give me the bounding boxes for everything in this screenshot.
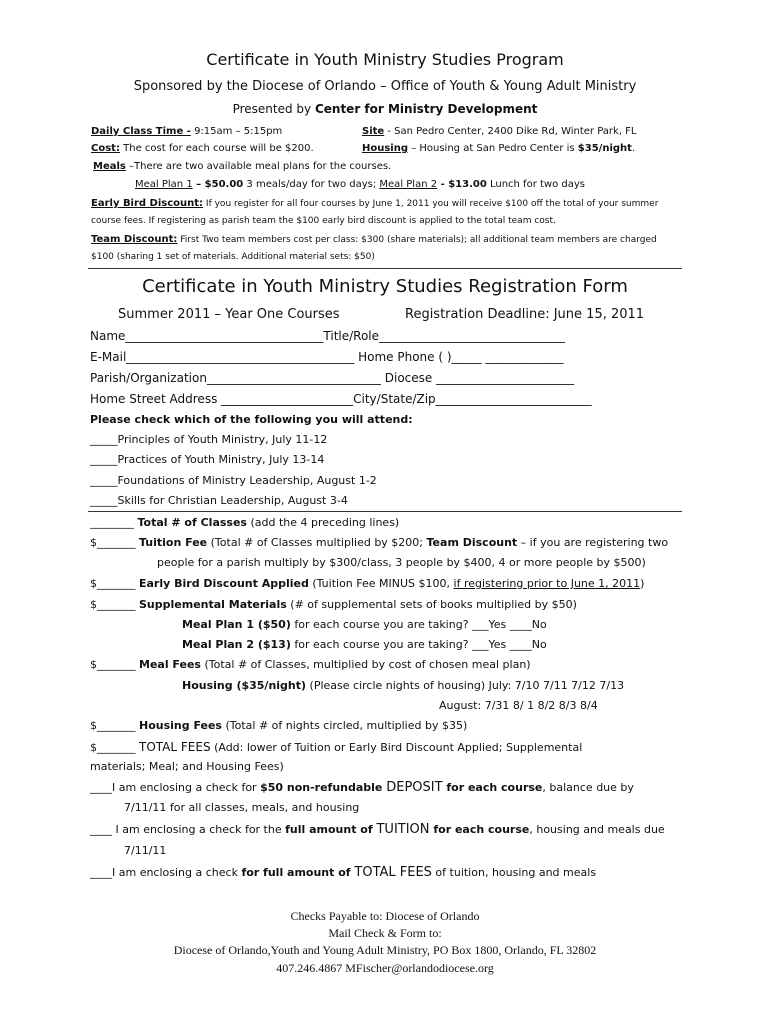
- full-post: of tuition, housing and meals: [431, 866, 597, 879]
- meals-label: Meals: [93, 161, 126, 172]
- presented-prefix: Presented by: [232, 102, 315, 116]
- course-item[interactable]: _____Foundations of Ministry Leadership, August 1-2: [90, 474, 377, 487]
- class-time-label: Daily Class Time -: [91, 126, 191, 137]
- housing-end: .: [631, 143, 636, 154]
- email-field[interactable]: E-Mail______________________________________ Home Phone ( )_____ _____________: [90, 350, 564, 364]
- early-bird: [91, 198, 658, 209]
- supp-label: Supplemental Materials: [139, 598, 287, 611]
- full-pre: ____I am enclosing a check: [90, 866, 242, 879]
- footer-address: Diocese of Orlando,Youth and Young Adult Ministry, PO Box 1800, Orlando, FL 32802: [173, 943, 597, 957]
- full-fees-option[interactable]: [90, 865, 596, 880]
- tuition-blank[interactable]: $_______: [90, 536, 136, 549]
- tuition-row: [90, 536, 668, 549]
- meal2-q: for each course you are taking? ___Yes ____No: [290, 638, 547, 651]
- housingfees-label: Housing Fees: [139, 719, 222, 732]
- site: [362, 126, 637, 137]
- name-field[interactable]: Name_________________________________Title/Role_______________________________: [90, 329, 566, 343]
- total-classes-label: Total # of Classes: [137, 516, 247, 529]
- housing-question[interactable]: [182, 679, 624, 692]
- deposit-post2: 7/11/11 for all classes, meals, and housing: [124, 801, 360, 814]
- total-blank[interactable]: $_______: [90, 741, 136, 754]
- early-bird-2: course fees. If registering as parish team the $100 early bird discount is applied to the total team cost.: [91, 216, 556, 226]
- course-item[interactable]: _____Principles of Youth Ministry, July 11-12: [90, 433, 328, 446]
- early-row: [90, 577, 644, 590]
- meal2-q-label: Meal Plan 2 ($13): [182, 638, 291, 651]
- mealfees-blank[interactable]: $_______: [90, 658, 136, 671]
- course-item[interactable]: _____Skills for Christian Leadership, August 3-4: [90, 494, 348, 507]
- housing-value: – Housing at San Pedro Center is: [408, 143, 578, 154]
- tuition-note3: people for a parish multiply by $300/class, 3 people by $400, 4 or more people by $500): [157, 556, 646, 569]
- site-value: - San Pedro Center, 2400 Dike Rd, Winter Park, FL: [384, 126, 637, 137]
- tuition-b2: for each course: [429, 823, 530, 836]
- parish-field[interactable]: Parish/Organization_____________________________ Diocese _______________________: [90, 371, 575, 385]
- sponsored-line: [0, 79, 770, 94]
- total-note: (Add: lower of Tuition or Early Bird Discount Applied; Supplemental: [210, 741, 583, 754]
- divider-top: [88, 268, 682, 269]
- footer-contact: 407.246.4867 MFischer@orlandodiocese.org: [276, 961, 494, 975]
- supplemental-row: [90, 598, 577, 611]
- meal1-q: for each course you are taking? ___Yes ____No: [290, 618, 547, 631]
- early-value: If you register for all four courses by June 1, 2011 you will receive $100 off the total of your summer: [203, 199, 659, 209]
- meals: [93, 161, 391, 172]
- housingfees-blank[interactable]: $_______: [90, 719, 136, 732]
- tuition-post2: 7/11/11: [124, 844, 167, 857]
- site-label: Site: [362, 126, 385, 137]
- supp-note: (# of supplemental sets of books multiplied by $50): [286, 598, 577, 611]
- class-time-value: 9:15am – 5:15pm: [190, 126, 283, 137]
- total-note2: materials; Meal; and Housing Fees): [90, 760, 284, 773]
- early-note: (Tuition Fee MINUS $100,: [308, 577, 454, 590]
- form-title: Certificate in Youth Ministry Studies Registration Form: [142, 276, 628, 297]
- deposit-pre: ____I am enclosing a check for: [90, 781, 261, 794]
- tuition-big: TUITION: [376, 822, 430, 837]
- housing-q-label: Housing ($35/night): [182, 679, 307, 692]
- tuition-post: , housing and meals due: [529, 823, 665, 836]
- housing-q: (Please circle nights of housing) July: 7/10 7/11 7/12 7/13: [306, 679, 625, 692]
- tuition-note: (Total # of Classes multiplied by $200;: [207, 536, 427, 549]
- mealfees-label: Meal Fees: [139, 658, 201, 671]
- total-label: TOTAL FEES: [139, 740, 211, 754]
- tuition-b1: full amount of: [285, 823, 377, 836]
- meal1-price: – $50.00: [192, 179, 244, 190]
- mealfees-note: (Total # of Classes, multiplied by cost of chosen meal plan): [200, 658, 531, 671]
- total-classes-row: [90, 516, 399, 529]
- cost-value: The cost for each course will be $200.: [119, 143, 314, 154]
- team-discount-label: Team Discount: [426, 536, 518, 549]
- meals-value: –There are two available meal plans for the courses.: [125, 161, 392, 172]
- early-applied-label: Early Bird Discount Applied: [139, 577, 309, 590]
- check-heading: Please check which of the following you will attend:: [90, 413, 413, 426]
- full-b1: for full amount of: [241, 866, 355, 879]
- total-classes-blank[interactable]: ________: [90, 516, 134, 529]
- sponsored-org: Diocese of Orlando – Office of Youth & Young Adult Ministry: [252, 79, 637, 94]
- early-note-end: ): [640, 577, 645, 590]
- deposit-big: DEPOSIT: [386, 780, 443, 795]
- cost-label: Cost:: [91, 143, 120, 154]
- meal1-q-label: Meal Plan 1 ($50): [182, 618, 291, 631]
- tuition-option[interactable]: [90, 822, 665, 837]
- meal-plans: [135, 179, 585, 190]
- housing: [362, 143, 635, 154]
- program-title: Certificate in Youth Ministry Studies Program: [206, 50, 564, 69]
- summer-courses: Summer 2011 – Year One Courses: [118, 307, 340, 322]
- team-label: Team Discount:: [91, 234, 178, 245]
- meal2-question[interactable]: [182, 638, 547, 651]
- deposit-b1: $50 non-refundable: [260, 781, 387, 794]
- supp-blank[interactable]: $_______: [90, 598, 136, 611]
- team-value: First Two team members cost per class: $300 (share materials); all additional team members are charged: [177, 235, 657, 245]
- address-field[interactable]: Home Street Address ______________________City/State/Zip__________________________: [90, 392, 592, 406]
- meal2-desc: Lunch for two days: [486, 179, 585, 190]
- tuition-note2: – if you are registering two: [517, 536, 669, 549]
- footer-mail: Mail Check & Form to:: [328, 926, 442, 940]
- class-time: [91, 126, 282, 137]
- early-blank[interactable]: $_______: [90, 577, 136, 590]
- housingfees-note: (Total # of nights circled, multiplied by $35): [221, 719, 468, 732]
- meal2-label: Meal Plan 2: [379, 179, 438, 190]
- presented-org: Center for Ministry Development: [314, 102, 538, 116]
- sponsored-prefix: Sponsored by the: [133, 79, 253, 94]
- deposit-b2: for each course: [442, 781, 543, 794]
- housing-price: $35/night: [577, 143, 632, 154]
- deposit-option[interactable]: [90, 780, 634, 795]
- meal1-question[interactable]: [182, 618, 547, 631]
- tuition-pre: ____ I am enclosing a check for the: [90, 823, 286, 836]
- total-fees-row: [90, 740, 582, 754]
- cost: [91, 143, 314, 154]
- meal1-label: Meal Plan 1: [135, 179, 193, 190]
- footer-payable: Checks Payable to: Diocese of Orlando: [290, 909, 480, 923]
- total-classes-note: (add the 4 preceding lines): [246, 516, 400, 529]
- team-discount: [91, 234, 657, 245]
- deadline: Registration Deadline: June 15, 2011: [405, 307, 645, 322]
- meal2-price: - $13.00: [437, 179, 487, 190]
- course-item[interactable]: _____Practices of Youth Ministry, July 13-14: [90, 453, 325, 466]
- early-note-u: if registering prior to June 1, 2011: [453, 577, 641, 590]
- deposit-post: , balance due by: [542, 781, 634, 794]
- housing-label: Housing: [362, 143, 409, 154]
- tuition-label: Tuition Fee: [139, 536, 208, 549]
- meal1-desc: 3 meals/day for two days;: [243, 179, 380, 190]
- divider-mid: [88, 511, 682, 512]
- full-big: TOTAL FEES: [354, 865, 432, 880]
- presented-line: [0, 102, 770, 116]
- team-discount-2: $100 (sharing 1 set of materials. Additional material sets: $50): [91, 252, 375, 262]
- meal-fees-row: [90, 658, 531, 671]
- housing-fees-row: [90, 719, 467, 732]
- early-label: Early Bird Discount:: [91, 198, 204, 209]
- housing-august[interactable]: August: 7/31 8/ 1 8/2 8/3 8/4: [439, 699, 598, 712]
